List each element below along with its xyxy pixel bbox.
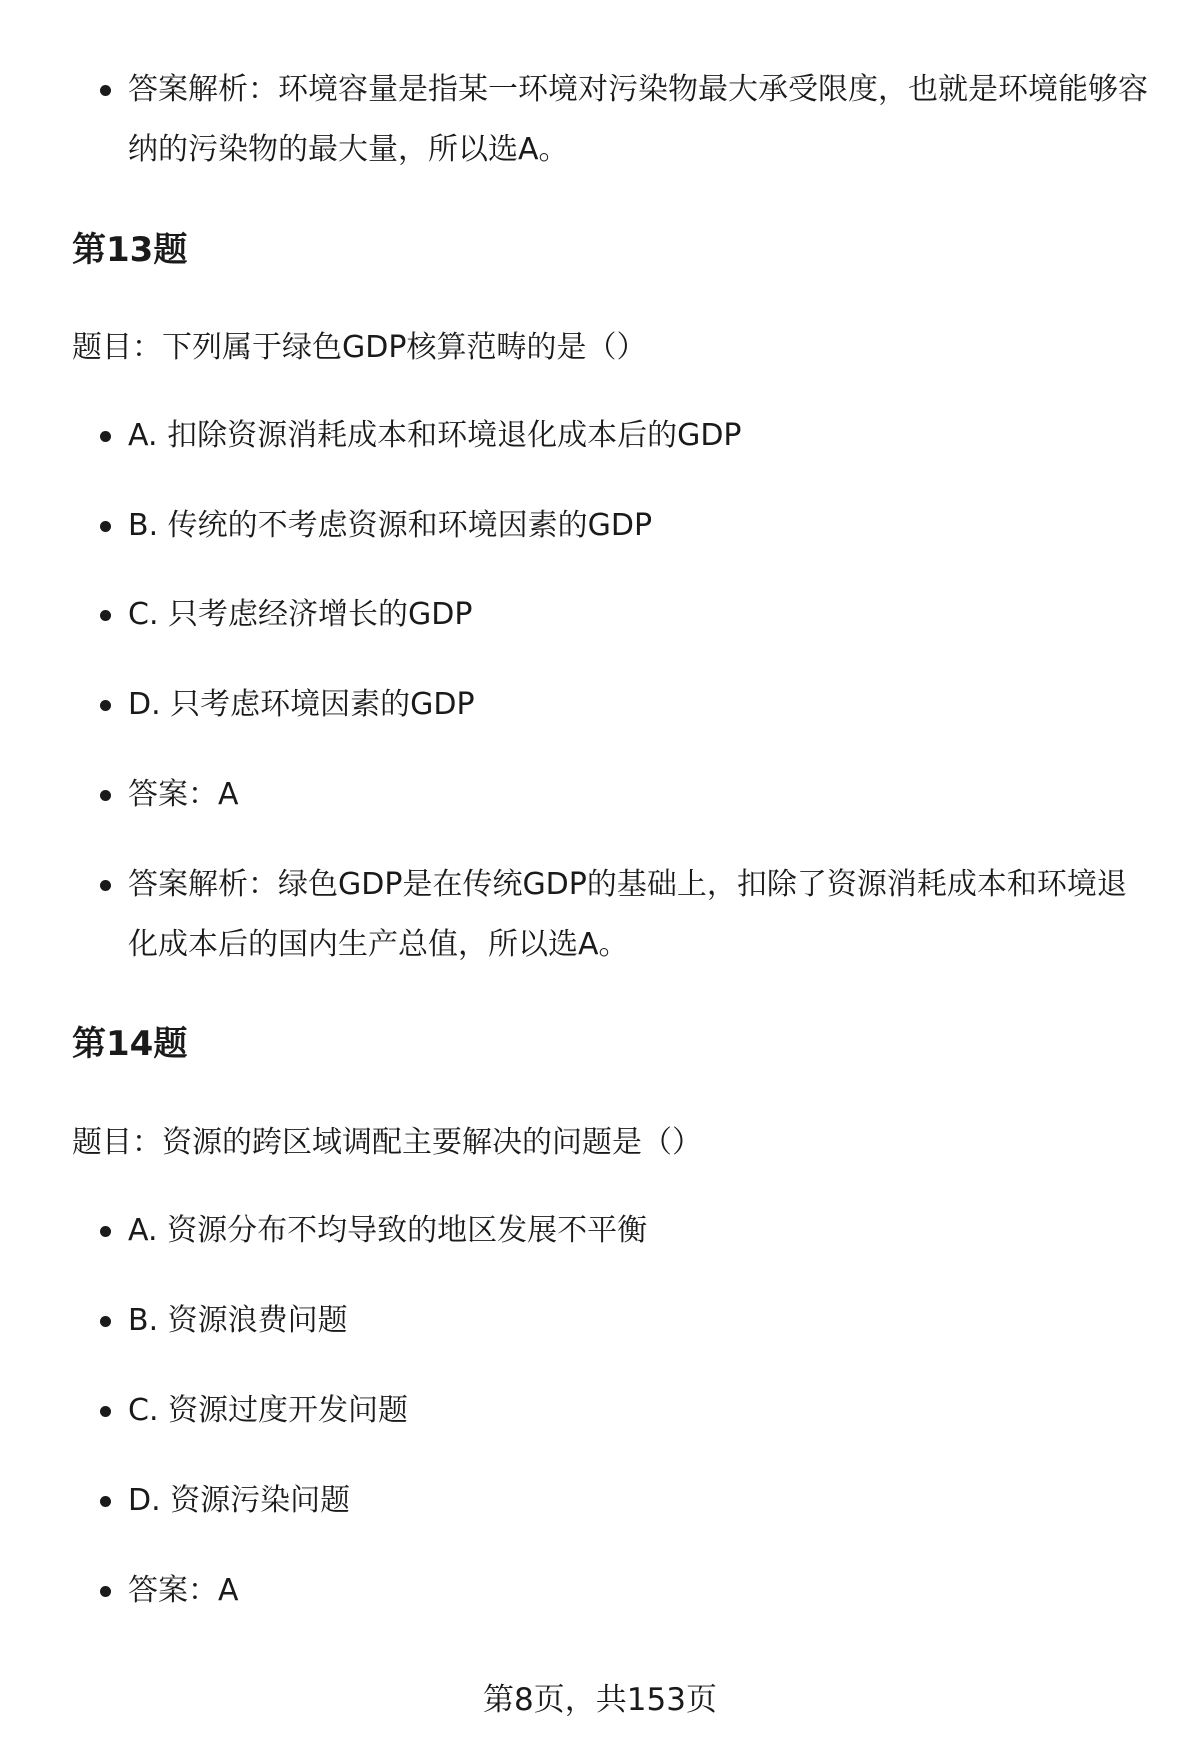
question-14-option-b: B. 资源浪费问题 — [128, 1291, 1148, 1351]
question-13-option-a: A. 扣除资源消耗成本和环境退化成本后的GDP — [128, 406, 1148, 466]
question-13-option-b: B. 传统的不考虑资源和环境因素的GDP — [128, 496, 1148, 556]
question-13-option-c: C. 只考虑经济增长的GDP — [128, 585, 1148, 645]
prev-explanation: 答案解析：环境容量是指某一环境对污染物最大承受限度，也就是环境能够容纳的污染物的最大量，所以选A。 — [128, 60, 1148, 180]
question-13-heading: 第13题 — [72, 230, 188, 270]
question-14-option-d: D. 资源污染问题 — [128, 1471, 1148, 1531]
question-14-text: 题目：资源的跨区域调配主要解决的问题是（） — [72, 1125, 702, 1160]
question-13-answer: 答案：A — [128, 765, 1148, 825]
question-14-answer: 答案：A — [128, 1561, 1148, 1621]
page-number: 第8页，共153页 — [483, 1682, 717, 1718]
question-13-explanation: 答案解析：绿色GDP是在传统GDP的基础上，扣除了资源消耗成本和环境退化成本后的国内生产总值，所以选A。 — [128, 855, 1148, 975]
question-14-option-a: A. 资源分布不均导致的地区发展不平衡 — [128, 1201, 1148, 1261]
question-13-option-d: D. 只考虑环境因素的GDP — [128, 675, 1148, 735]
question-14-heading: 第14题 — [72, 1024, 188, 1064]
question-14-option-c: C. 资源过度开发问题 — [128, 1381, 1148, 1441]
question-13-text: 题目：下列属于绿色GDP核算范畴的是（） — [72, 330, 647, 365]
